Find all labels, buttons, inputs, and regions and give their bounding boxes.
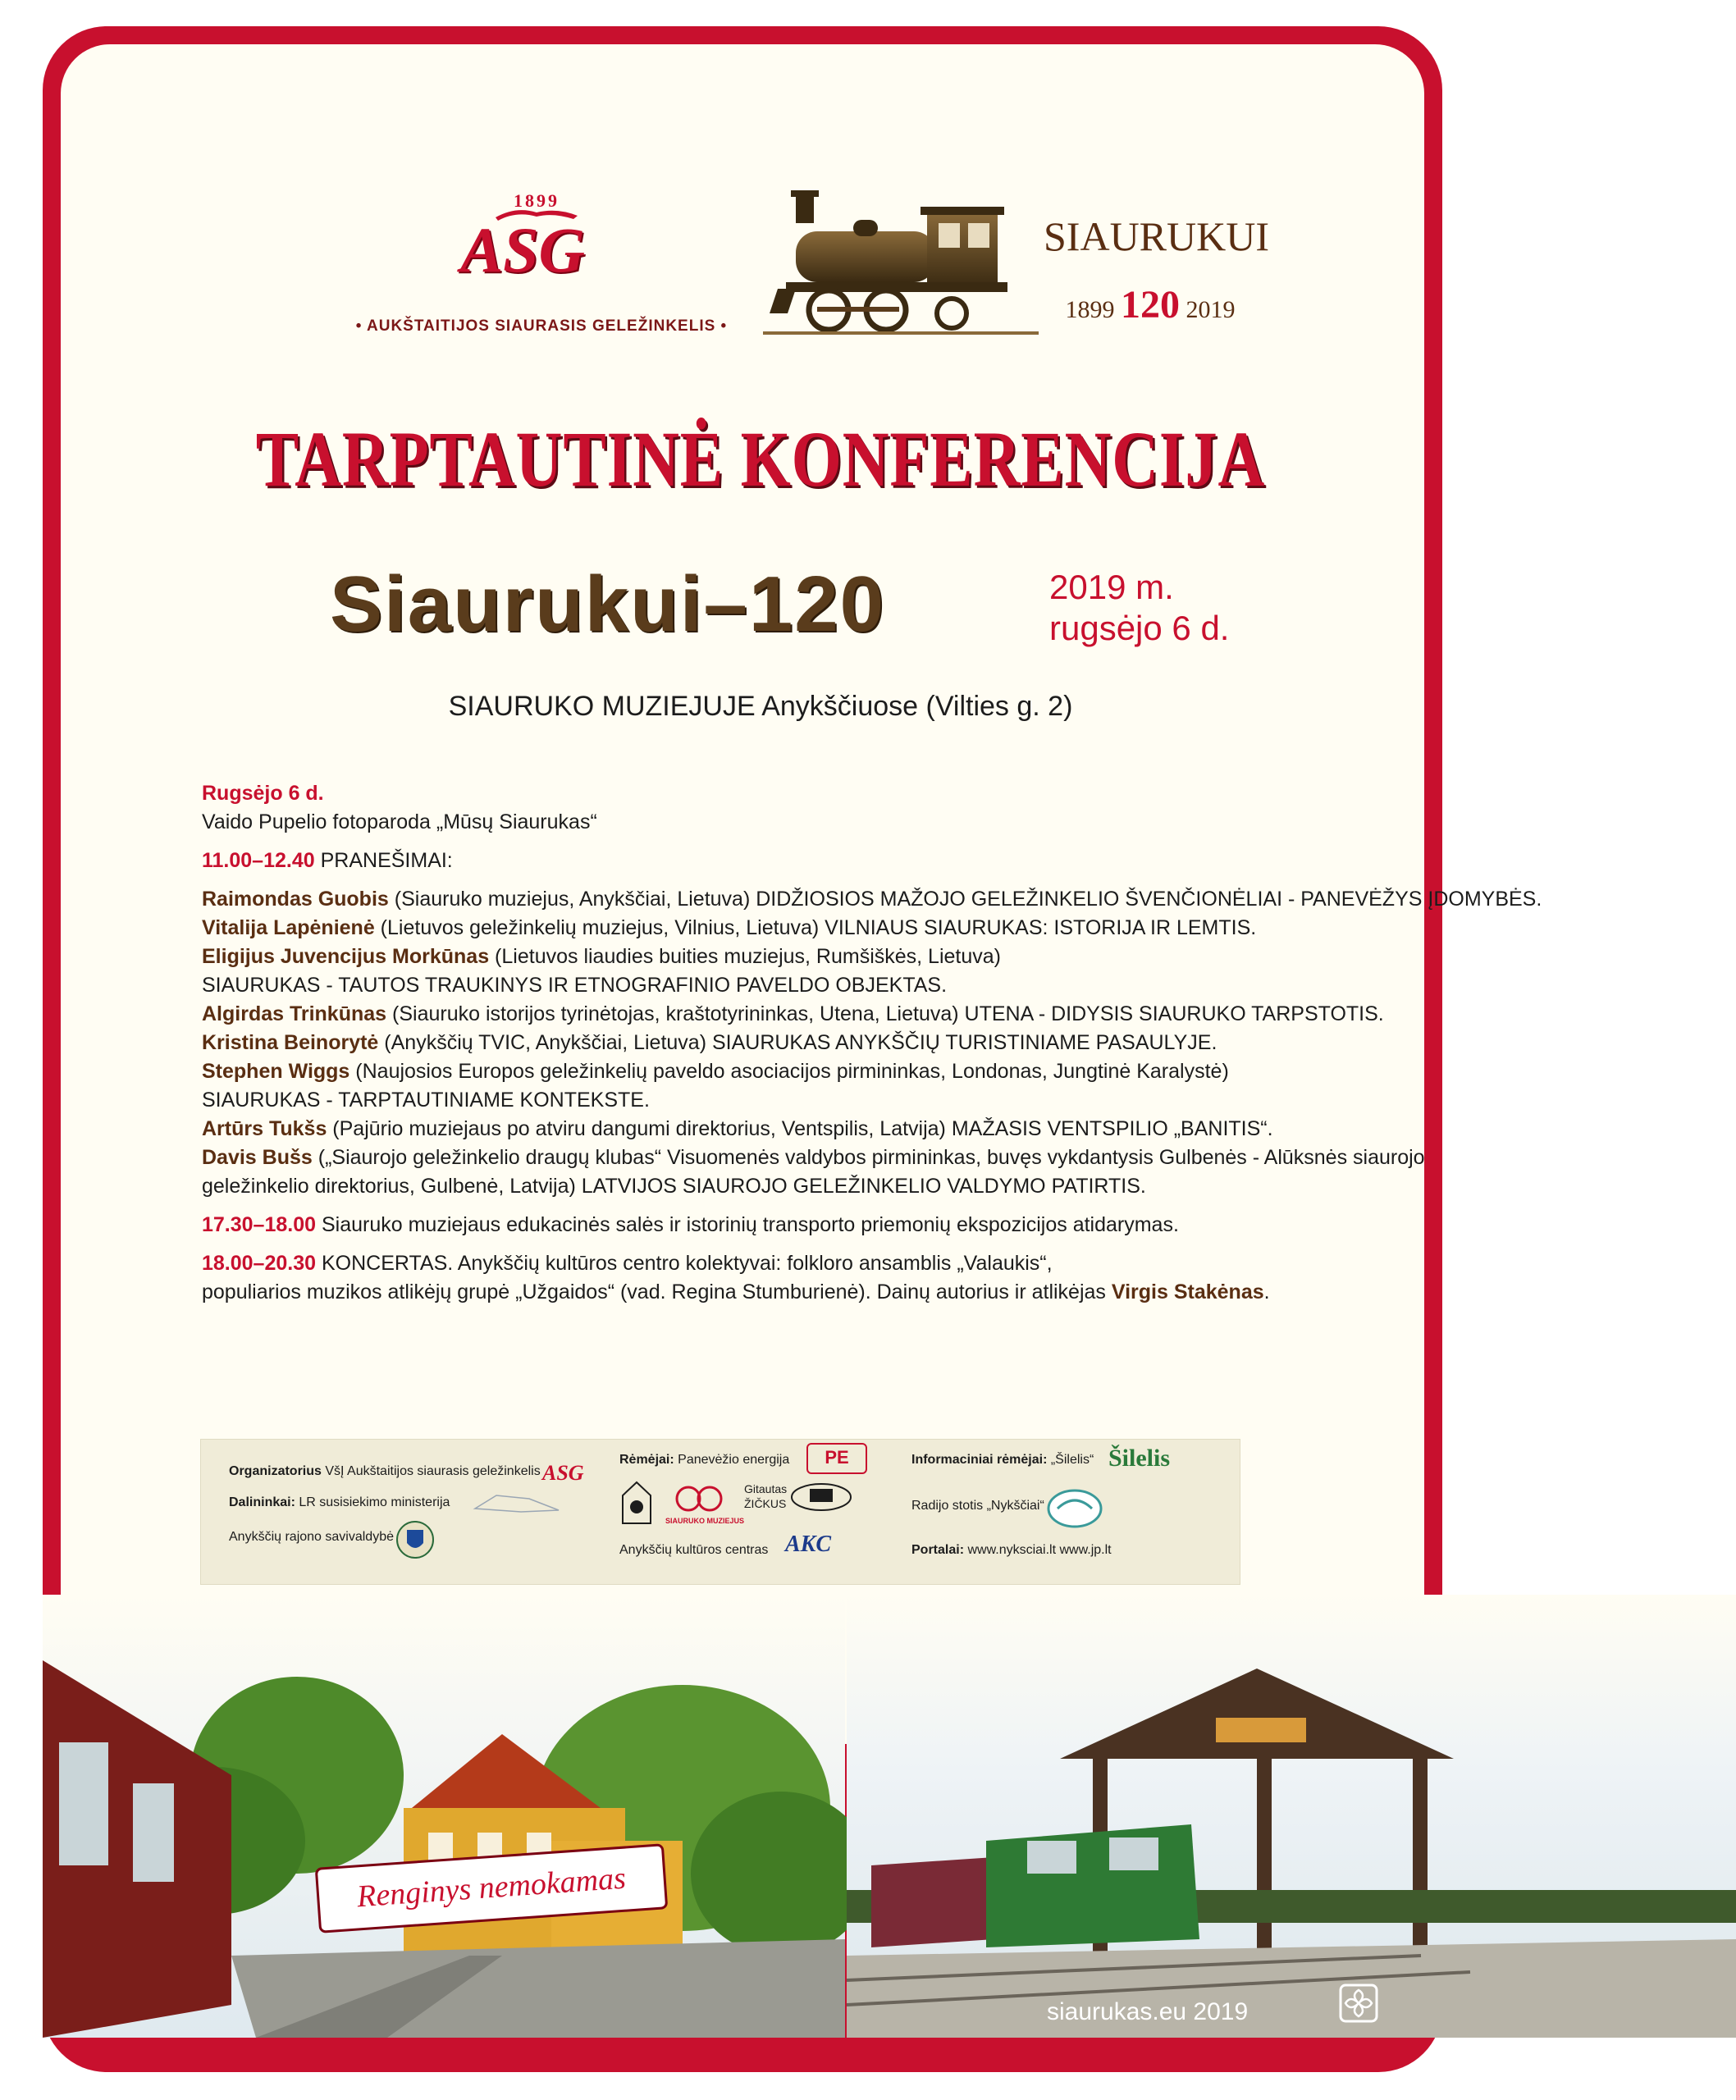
supporters-value: Panevėžio energija <box>678 1453 790 1467</box>
portals-value: www.nyksciai.lt www.jp.lt <box>967 1543 1112 1557</box>
speaker-name: Davis Bušs <box>202 1146 313 1169</box>
page-title: TARPTAUTINĖ KONFERENCIJA <box>255 415 1266 503</box>
partners-line <box>229 1495 450 1510</box>
siauruko-muziejus-icon <box>674 1482 724 1515</box>
poster-frame <box>43 26 1542 2072</box>
museum-logo-text: SIAURUKO MUZIEJUS <box>665 1517 745 1525</box>
block-text: Siauruko muziejaus edukacinės salės ir istorinių transporto priemonių ekspozicijos atidarymas. <box>316 1213 1179 1236</box>
talk-details: (Siauruko muziejus, Anykščiai, Lietuva) DIDŽIOSIOS MAŽOJO GELEŽINKELIO ŠVENČIONĖLIAI - PANEVĖŽYS ĮDOMYBĖS. <box>388 888 1542 911</box>
depot-photo <box>847 1595 1736 2038</box>
speaker-name: Vitalija Lapėnienė <box>202 916 375 939</box>
supporters-line <box>619 1453 789 1468</box>
speaker-name: Algirdas Trinkūnas <box>202 1002 387 1025</box>
organizer-label: Organizatorius <box>229 1464 322 1478</box>
talk-details: (Siauruko istorijos tyrinėtojas, kraštotyrininkas, Utena, Lietuva) UTENA - DIDYSIS SIAURUKO TARPSTOTIS. <box>386 1002 1384 1025</box>
radio-logo-icon <box>1046 1487 1103 1530</box>
gitautas-text: Gitautas <box>744 1482 788 1495</box>
talk-details: (Anykščių TVIC, Anykščiai, Lietuva) SIAURUKAS ANYKŠČIŲ TURISTINIAME PASAULYJE. <box>378 1031 1217 1054</box>
talk-item <box>202 1144 1425 1172</box>
talk-title-cont: geležinkelio direktorius, Gulbenė, Latvija) LATVIJOS SIAUROJO GELEŽINKELIO VALDYMO PATIRTIS. <box>202 1175 1146 1198</box>
speaker-name: Artūrs Tukšs <box>202 1117 327 1140</box>
organizer-line <box>229 1464 541 1479</box>
talk-item <box>202 1029 1400 1057</box>
talk-item <box>202 885 1542 914</box>
culture-centre: Anykščių kultūros centras <box>619 1543 769 1557</box>
speaker-name: Stephen Wiggs <box>202 1060 350 1083</box>
speaker-name: Kristina Beinorytė <box>202 1031 379 1054</box>
talk-item <box>202 1115 1400 1144</box>
talk-details: („Siaurojo geležinkelio draugų klubas“ Visuomenės valdybos pirmininkas, buvęs vykdantysis Gulbenės - Alūksnės siaurojo <box>312 1146 1425 1169</box>
partner-municipality: Anykščių rajono savivaldybė <box>229 1530 394 1544</box>
sponsors-panel <box>200 1439 1240 1585</box>
program-block-concert <box>202 1249 1400 1278</box>
partners-value: LR susisiekimo ministerija <box>299 1495 450 1509</box>
retro-mobile-icon <box>788 1477 854 1513</box>
locomotive-icon <box>763 190 1039 336</box>
anniversary-year-end: 2019 <box>1186 296 1236 323</box>
talk-item <box>202 1057 1400 1086</box>
talk-details: (Pajūrio muziejaus po atviru dangumi direktorius, Ventspilis, Latvija) MAŽASIS VENTSPILIO „BANITIS“. <box>327 1117 1273 1140</box>
program-block-opening <box>202 1211 1400 1239</box>
gitautas-surname: ŽIČKUS <box>744 1497 787 1510</box>
anniversary-number: 120 <box>1121 283 1180 326</box>
media-line <box>911 1453 1094 1468</box>
media-label: Informaciniai rėmėjai: <box>911 1453 1048 1467</box>
talk-item <box>202 914 1400 943</box>
block-time: 11.00–12.40 <box>202 849 315 872</box>
conference-subtitle: Siaurukui–120 <box>330 560 885 648</box>
silelis-logo: Šilelis <box>1108 1445 1171 1472</box>
ministry-logo-icon <box>472 1492 562 1515</box>
portals-line <box>911 1543 1112 1558</box>
media-value: „Šilelis“ <box>1050 1453 1094 1467</box>
program-block-talks <box>202 847 1400 875</box>
supporters-label: Rėmėjai: <box>619 1453 674 1467</box>
talk-title-cont: SIAURUKAS - TARPTAUTINIAME KONTEKSTE. <box>202 1089 650 1112</box>
free-entry-text: Renginys nemokamas <box>355 1860 628 1915</box>
talk-item <box>202 943 1400 971</box>
coat-of-arms-icon <box>396 1518 434 1561</box>
talk-details: (Naujosios Europos geležinkelių paveldo asociacijos pirmininkas, Londonas, Jungtinė Karalystė) <box>349 1060 1229 1083</box>
organizer-logo: ASG <box>542 1461 584 1485</box>
portals-label: Portalai: <box>911 1543 965 1557</box>
asg-logo-text: ASG <box>460 214 585 285</box>
talks-list <box>202 885 1542 1201</box>
poster-body <box>61 44 1542 1744</box>
ornament-icon <box>1339 1984 1378 2023</box>
performer-name: Virgis Stakėnas <box>1111 1281 1264 1303</box>
talk-details: (Lietuvos geležinkelių muziejus, Vilnius, Lietuva) VILNIAUS SIAURUKAS: ISTORIJA IR LEMTIS. <box>374 916 1257 939</box>
block-label: PRANEŠIMAI: <box>320 849 453 872</box>
talk-details: (Lietuvos liaudies buities muziejus, Rumšiškės, Lietuva) <box>489 945 1001 968</box>
block-text-end: . <box>1263 1281 1270 1303</box>
anniversary-title: SIAURUKUI <box>1044 213 1269 259</box>
asg-tagline: • AUKŠTAITIJOS SIAURASIS GELEŽINKELIS • <box>355 317 728 335</box>
program-block-concert-cont <box>202 1278 1400 1307</box>
program-exhibition: Vaido Pupelio fotoparoda „Mūsų Siaurukas“ <box>202 810 597 833</box>
talk-item <box>202 1000 1400 1029</box>
talk-title-cont: SIAURUKAS - TAUTOS TRAUKINYS IR ETNOGRAFINIO PAVELDO OBJEKTAS. <box>202 974 948 997</box>
anniversary-year-start: 1899 <box>1065 296 1115 323</box>
block-text: KONCERTAS. Anykščių kultūros centro kolektyvai: folkloro ansamblis „Valaukis“, <box>316 1252 1053 1275</box>
asg-logo-year: 1899 <box>514 190 560 211</box>
website-year: siaurukas.eu 2019 <box>1047 1998 1249 2025</box>
block-text-cont: populiarios muzikos atlikėjų grupė „Užgaidos“ (vad. Regina Stumburienė). Dainų autorius ir atlikėjas <box>202 1281 1112 1303</box>
museum-emblem-icon <box>621 1481 652 1525</box>
speaker-name: Raimondas Guobis <box>202 888 389 911</box>
program-day: Rugsėjo 6 d. <box>202 782 324 805</box>
pe-logo: PE <box>806 1443 867 1474</box>
station-photo <box>43 1595 845 2038</box>
speaker-name: Eligijus Juvencijus Morkūnas <box>202 945 490 968</box>
radio-station: Radijo stotis „Nykščiai“ <box>911 1499 1044 1513</box>
block-time: 18.00–20.30 <box>202 1252 317 1275</box>
anniversary-years <box>1044 282 1257 327</box>
venue-line: SIAURUKO MUZIEJUJE Anykščiuose (Vilties g. 2) <box>448 691 1073 722</box>
date-day: rugsėjo 6 d. <box>1049 609 1230 647</box>
partners-label: Dalininkai: <box>229 1495 295 1509</box>
date-year: 2019 m. <box>1049 568 1174 606</box>
akc-logo: AKC <box>785 1532 832 1557</box>
program <box>202 779 1542 1307</box>
block-time: 17.30–18.00 <box>202 1213 317 1236</box>
organizer-value: VšĮ Aukštaitijos siaurasis geležinkelis <box>325 1464 541 1478</box>
